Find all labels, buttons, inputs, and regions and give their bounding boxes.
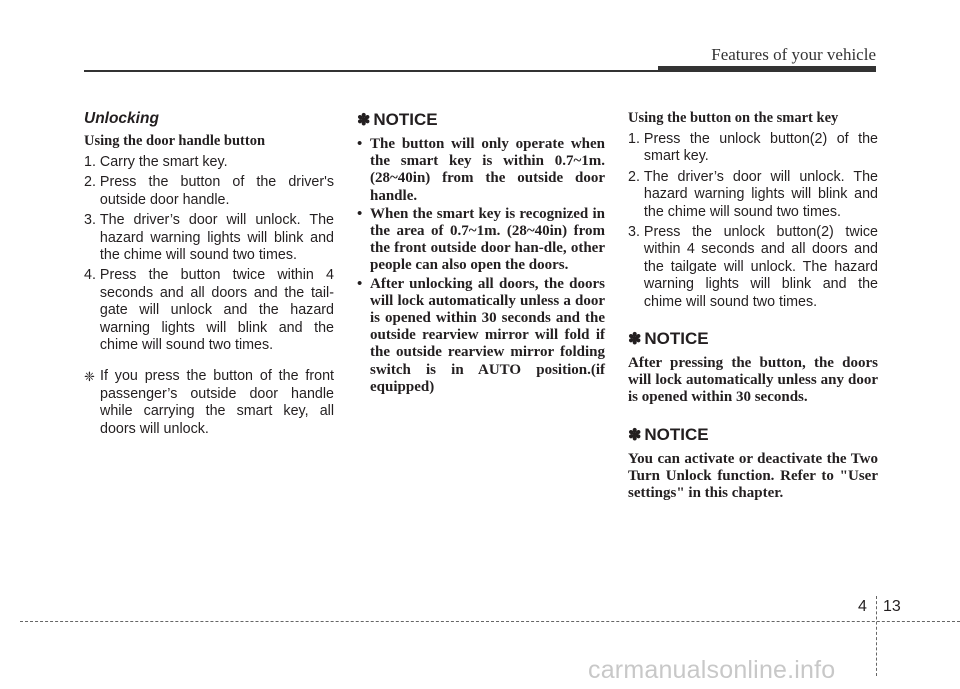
step-number: 3. [84,212,100,229]
front-passenger-note [84,368,334,438]
bullet-icon: • [357,136,363,152]
step-number: 1. [628,131,644,147]
note-text: If you press the button of the front passenger’s outside door handle while carrying the smart key, all doors will unlock. [100,368,334,437]
notice-heading [628,425,878,445]
header-rule-accent [658,66,876,72]
footer-divider [876,596,877,676]
notice-heading [357,110,605,130]
notice-auto-lock-text: After pressing the button, the doors will lock automatically unless any door is opened within 30 seconds. [628,355,878,406]
step-number: 4. [84,267,100,284]
notice-star-icon: ✽ [357,112,371,129]
notice-star-icon: ✽ [628,426,642,444]
smart-key-step [628,224,878,311]
page-number: 13 [883,598,901,615]
column-left [84,110,334,438]
step-text: Press the unlock button(2) of the smart key. [643,131,878,165]
bullet-text: When the smart key is recognized in the area of 0.7~1m. (28~40in) from the front outside door han-dle, other people can also open the doors. [370,205,605,274]
column-right [628,110,878,502]
footer-rule [20,621,960,622]
notice-title: NOTICE [373,110,438,129]
notice-bullet [357,276,605,396]
step-number: 2. [84,174,100,191]
header-title: Features of your vehicle [711,45,876,64]
section-number: 4 [858,598,867,615]
step-number: 3. [628,224,644,241]
notice-two-turn-unlock-text: You can activate or deactivate the Two Turn Unlock function. Refer to "User settings" in this chapter. [628,450,878,502]
column-middle [357,110,605,397]
notice-title: NOTICE [644,424,709,444]
door-handle-step [84,154,334,171]
notice-heading [628,329,878,349]
note-symbol-icon: ❈ [84,369,95,385]
step-number: 1. [84,154,100,170]
step-text: The driver’s door will unlock. The hazard warning lights will blink and the chime will sound two times. [643,168,878,220]
step-text: Carry the smart key. [99,154,228,170]
step-number: 2. [628,168,644,185]
notice-star-icon: ✽ [628,331,642,349]
door-handle-step [84,174,334,209]
door-handle-step [84,212,334,264]
door-handle-heading: Using the door handle button [84,133,266,149]
step-text: Press the button twice within 4 seconds and all doors and the tail-gate will unlock and the hazard warning lights will blink and the chime will sound two times. [99,267,334,354]
bullet-text: After unlocking all doors, the doors will lock automatically unless a door is opened within 30 seconds and the outside rearview mirror will fold if the outside rearview mirror folding switch is in AUTO position.(if equipped) [370,275,605,395]
step-text: Press the button of the driver's outside door handle. [99,174,334,208]
step-text: Press the unlock button(2) twice within 4 seconds and all doors and the tailgate will unlock. The hazard warning lights will blink and the chime will sound two times. [643,224,878,310]
smart-key-step [628,131,878,166]
smart-key-heading: Using the button on the smart key [628,110,839,126]
notice-title: NOTICE [644,329,709,349]
bullet-icon: • [357,205,363,222]
bullet-icon: • [357,275,363,292]
step-text: The driver’s door will unlock. The hazard warning lights will blink and the chime will sound two times. [99,212,334,264]
watermark: carmanualsonline.info [588,656,836,684]
smart-key-step [628,169,878,221]
notice-bullet [357,136,605,205]
notice-bullet [357,206,605,275]
door-handle-step [84,267,334,354]
unlocking-subhead: Unlocking [84,110,159,127]
bullet-text: The button will only operate when the smart key is within 0.7~1m. (28~40in) from the outside door handle. [370,136,605,204]
